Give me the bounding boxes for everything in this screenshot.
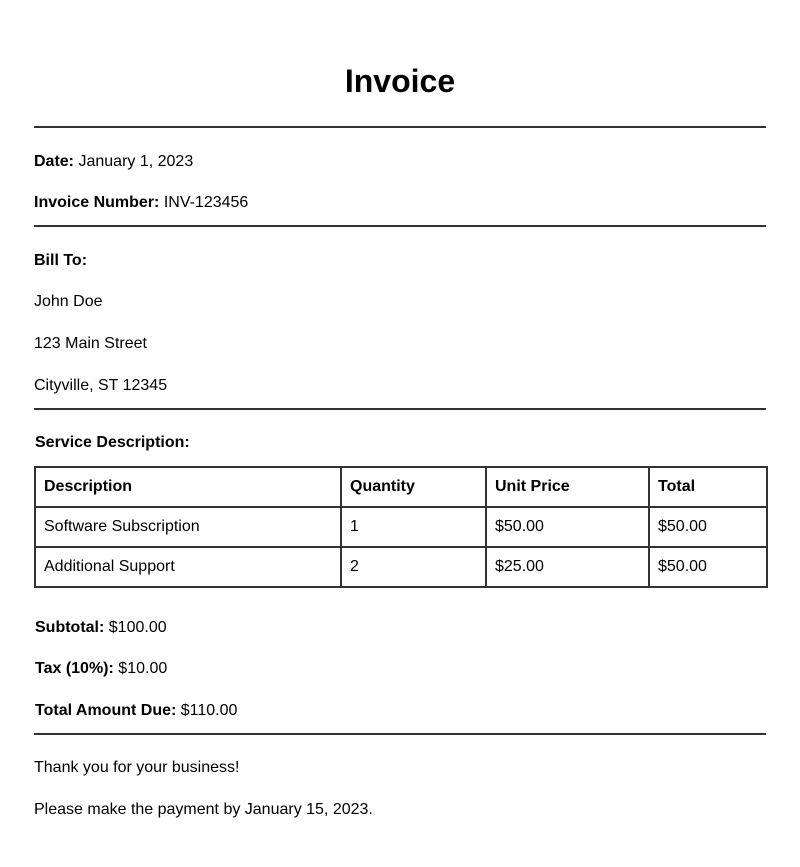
table-cell-description: Additional Support: [35, 547, 341, 587]
total-due-line: [35, 701, 237, 721]
date-line: [34, 152, 193, 172]
bill-to-city: Cityville, ST 12345: [34, 377, 168, 394]
bill-to-street: 123 Main Street: [34, 335, 147, 352]
column-header-quantity: Quantity: [341, 467, 486, 507]
table-cell-unit-price: $50.00: [486, 507, 649, 547]
service-heading: [35, 433, 190, 453]
table-cell-unit-price: $25.00: [486, 547, 649, 587]
tax-line: [35, 659, 167, 679]
column-header-description: Description: [35, 467, 341, 507]
subtotal-line: [35, 618, 167, 638]
column-header-unit-price: Unit Price: [486, 467, 649, 507]
total-due-label: Total Amount Due:: [35, 702, 177, 719]
subtotal-value: $100.00: [108, 619, 167, 636]
divider: [34, 225, 766, 227]
bill-to-heading: [34, 251, 87, 271]
table-header-row: [35, 467, 767, 507]
tax-label: Tax (10%):: [35, 660, 114, 677]
table-row: [35, 547, 767, 587]
invoice-number-label: Invoice Number:: [34, 194, 160, 211]
table-cell-quantity: 1: [341, 507, 486, 547]
invoice-title: Invoice: [344, 63, 456, 99]
bill-to-label: Bill To:: [34, 252, 88, 269]
total-due-value: $110.00: [180, 702, 238, 719]
table-cell-quantity: 2: [341, 547, 486, 587]
subtotal-label: Subtotal:: [35, 619, 105, 636]
table-cell-description: Software Subscription: [35, 507, 341, 547]
payment-note: Please make the payment by January 15, 2023.: [34, 801, 373, 818]
invoice-number-line: [34, 193, 248, 213]
table-cell-total: $50.00: [649, 547, 767, 587]
divider: [34, 733, 766, 735]
bill-to-name: John Doe: [34, 293, 103, 310]
table-row: [35, 507, 767, 547]
service-heading-label: Service Description:: [35, 434, 190, 451]
column-header-total: Total: [649, 467, 767, 507]
date-label: Date:: [34, 153, 75, 170]
tax-value: $10.00: [118, 660, 168, 677]
divider: [34, 126, 766, 128]
service-table: [34, 466, 768, 588]
table-cell-total: $50.00: [649, 507, 767, 547]
divider: [34, 408, 766, 410]
invoice-number-value: INV-123456: [163, 194, 249, 211]
date-value: January 1, 2023: [78, 153, 194, 170]
thank-you-note: Thank you for your business!: [34, 759, 240, 776]
